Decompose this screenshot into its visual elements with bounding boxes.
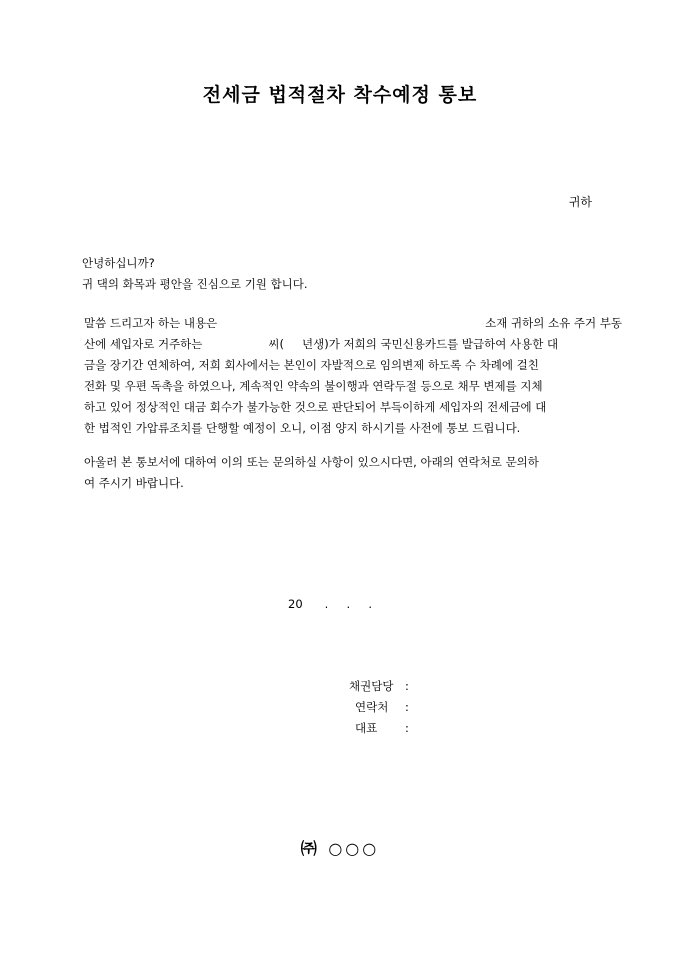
colon: : (405, 721, 409, 735)
paragraph-text: 말씀 드리고자 하는 내용은 (84, 316, 218, 330)
paragraph-line: 아울러 본 통보서에 대하여 이의 또는 문의하실 사항이 있으시다면, 아래의 연락처로 문의하 (84, 455, 539, 469)
representative-label: 대표 (355, 721, 378, 735)
paragraph-line: 금을 장기간 연체하여, 저희 회사에서는 본인이 자발적으로 임의변제 하도록 수 차례에 걸친 (84, 358, 539, 372)
paragraph-line (84, 313, 622, 334)
paragraph-text: 소재 귀하의 소유 주거 부동 (485, 316, 622, 330)
phone-label: 연락처 (355, 700, 389, 714)
recipient-suffix: 귀하 (568, 195, 592, 209)
colon: : (405, 700, 409, 714)
contact-row-phone (349, 697, 409, 718)
contact-block (349, 676, 409, 739)
company-name: ㈜ ○○○ (300, 839, 380, 858)
manager-label: 채권담당 (349, 679, 394, 693)
paragraph-line: 하고 있어 정상적인 대금 회수가 불가능한 것으로 판단되어 부득이하게 세입자의 전세금에 대 (84, 400, 547, 414)
main-paragraph (84, 313, 622, 439)
paragraph-text: 씨( (268, 337, 285, 351)
greeting-line: 안녕하십니까? (82, 256, 155, 270)
colon: : (405, 679, 409, 693)
greeting-block (82, 253, 308, 295)
greeting-line: 귀 댁의 화목과 평안을 진심으로 기원 합니다. (82, 277, 308, 291)
paragraph-line: 한 법적인 가압류조치를 단행할 예정이 오니, 이점 양지 하시기를 사전에 통보 드립니다. (84, 421, 521, 435)
date-line: 20 . . . (288, 597, 373, 611)
paragraph-line (84, 334, 622, 355)
contact-row-representative (349, 718, 409, 739)
paragraph-line: 전화 및 우편 독촉을 하였으나, 계속적인 약속의 불이행과 연락두절 등으로 채무 변제를 지체 (84, 379, 543, 393)
closing-paragraph (84, 452, 622, 494)
paragraph-text: 년생)가 저희의 국민신용카드를 발급하여 사용한 대 (302, 337, 559, 351)
paragraph-line: 여 주시기 바랍니다. (84, 476, 184, 490)
document-title: 전세금 법적절차 착수예정 통보 (202, 84, 478, 106)
contact-row-manager (349, 676, 409, 697)
paragraph-text: 산에 세입자로 거주하는 (84, 337, 203, 351)
